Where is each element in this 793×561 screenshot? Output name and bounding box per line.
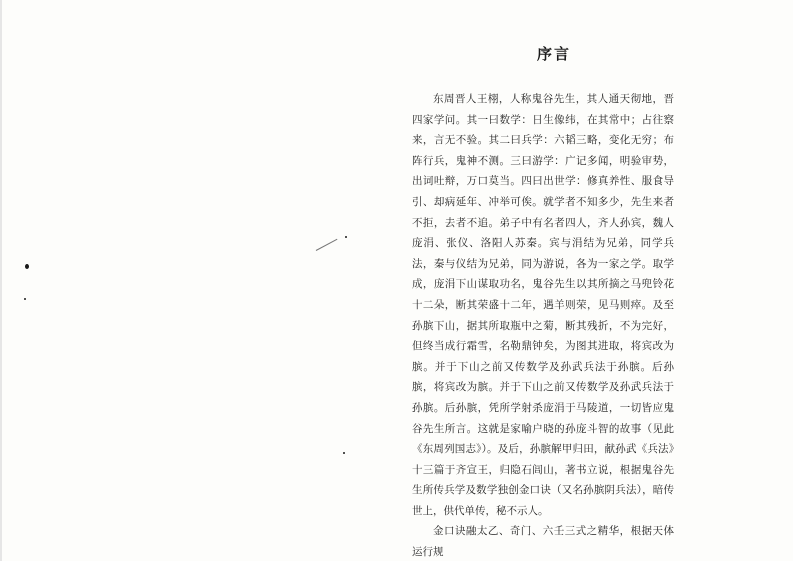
paragraph: 东周晋人王栩，人称鬼谷先生，其人通天彻地，晋四家学问。其一曰数学：日生像纬，在其常中；占往察来，言无不验。其二曰兵学：六韬三略，变化无穷；布阵行兵，鬼神不测。三曰游学：广记多闻，明验审势，出词吐辩，万口莫当。四曰出世学：修真养性、服食导引、却病延年、冲举可俟。就学者不知多少，先生来者不拒，去者不追。弟子中有名者四人，齐人孙宾，魏人庞涓、张仪、洛阳人苏秦。宾与涓结为兄弟，同学兵法，秦与仪结为兄弟，同为游说，各为一家之学。取学成，庞涓下山谋取功名，鬼谷先生以其所摘之马兜铃花十二朵，断其荣盛十二年，遇羊则荣，见马则瘁。及至孙膑下山，据其所取瓶中之菊，断其残折，不为完好，但终当成行霜雪，名勒鼎钟矣，为图其进取，将宾改为膑。并于下山之前又传数学及孙武兵法于孙膑。后孙膑，将宾改为膑。并于下山之前又传数学及孙武兵法于孙膑。后孙膑，凭所学射杀庞涓于马陵道，一切皆应鬼谷先生所言。这就是家喻户晓的孙庞斗智的故事（见此《东周列国志》）。及后，孙膑解甲归田，献孙武《兵法》十三篇于齐宣王，归隐石闾山，著书立说，根据鬼谷先生所传兵学及数学独创金口诀（又名孙膑阴兵法），暗传世上，供代单传，秘不示人。 <box>412 93 674 517</box>
page-title: 序言 <box>537 45 572 63</box>
scan-speck <box>24 298 26 300</box>
paragraph: 金口诀融太乙、奇门、六壬三式之精华，根据天体运行规 <box>412 525 674 559</box>
page-edge <box>0 0 2 561</box>
scan-speck <box>25 264 29 269</box>
preface-body <box>412 89 674 561</box>
scan-speck <box>345 236 347 238</box>
scan-stroke <box>316 239 338 251</box>
scan-speck <box>343 452 345 454</box>
